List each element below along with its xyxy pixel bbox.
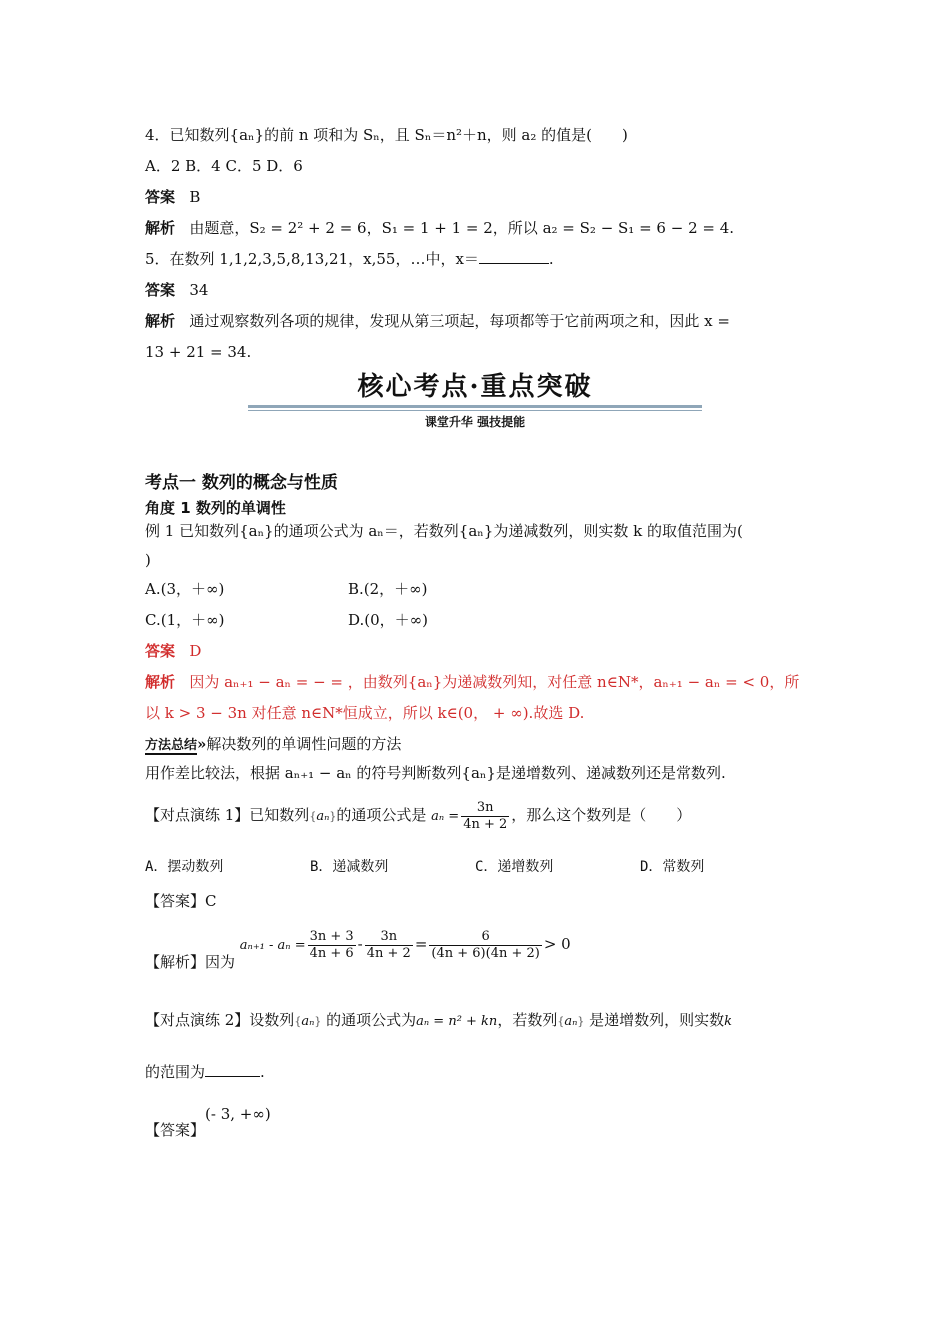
angle-heading: 角度 1 数列的单调性 — [145, 499, 286, 517]
fraction-denominator: 4n + 6 — [309, 945, 354, 961]
q5-stem-prefix: 5．在数列 1,1,2,3,5,8,13,21，x,55，…中，x＝ — [145, 250, 479, 268]
analysis-label: 解析 — [145, 219, 176, 237]
brace-right-icon: } — [329, 810, 337, 823]
banner-subtitle: 课堂升华 强技提能 — [424, 415, 526, 429]
method-summary — [145, 733, 401, 757]
fraction-denominator: 4n + 2 — [463, 816, 508, 832]
q4-answer: B — [189, 188, 201, 206]
brace-left-icon: { — [294, 1015, 302, 1028]
drill2-var-k: k — [724, 1014, 733, 1029]
drill2-blank — [205, 1062, 260, 1077]
drill1-answer: 【答案】C — [145, 892, 217, 910]
drill1-frac1 — [308, 929, 356, 962]
drill1-options — [145, 856, 704, 878]
answer-label: 答案 — [145, 642, 176, 660]
q5-blank — [479, 249, 549, 264]
drill1-mid: 的通项公式是 — [336, 806, 427, 824]
drill2-line2-suffix: . — [260, 1063, 265, 1081]
q4-stem: 4．已知数列{aₙ}的前 n 项和为 Sₙ，且 Sₙ＝n²＋n，则 a₂ 的值是( ) — [145, 126, 628, 144]
drill1-analysis-label: 【解析】因为 — [145, 953, 236, 971]
drill1-frac3 — [429, 929, 541, 962]
drill1-stem — [145, 797, 691, 835]
ex1-answer-line — [145, 640, 201, 662]
fraction-numerator: 3n — [365, 929, 413, 946]
drill1-option-a: A．摆动数列 — [145, 859, 224, 875]
q4-analysis-line — [145, 217, 734, 239]
ex1-option-d: D.(0，＋∞) — [348, 611, 429, 629]
gt-zero: > 0 — [543, 935, 571, 953]
banner-title: 核心考点·重点突破 — [357, 372, 593, 402]
ex1-option-a: A.(3，＋∞) — [145, 580, 225, 598]
minus-sign: - — [357, 935, 363, 953]
equals-sign: = — [414, 935, 428, 953]
drill1-analysis — [145, 924, 571, 971]
ex1-analysis-line1 — [145, 671, 799, 693]
drill1-prefix: 【对点演练 1】已知数列 — [145, 806, 310, 824]
brace-left-icon: { — [309, 810, 317, 823]
q4-answer-line — [145, 186, 200, 208]
ex1-options-row2 — [145, 609, 428, 631]
section-banner — [248, 366, 702, 430]
ex1-analysis-line2: 以 k > 3 − 3n 对任意 n∈N*恒成立，所以 k∈(0， + ∞).故选 D. — [145, 704, 585, 722]
fraction-denominator: (4n + 6)(4n + 2) — [431, 945, 540, 961]
ex1-analysis-1: 因为 aₙ₊₁ − aₙ = − = ，由数列{aₙ}为递减数列知，对任意 n∈N*，aₙ₊₁ − aₙ = < 0，所 — [189, 673, 800, 691]
q5-answer-line — [145, 279, 208, 301]
fraction-numerator: 6 — [429, 929, 541, 946]
drill1-fraction — [461, 800, 509, 833]
q5-analysis-line1 — [145, 310, 730, 332]
drill2-formula: aₙ = n² + kn — [416, 1014, 498, 1029]
drill2-seq2: aₙ — [564, 1014, 578, 1029]
answer-label: 答案 — [145, 188, 176, 206]
drill2-suffix: 是递增数列，则实数 — [589, 1011, 725, 1029]
ex1-stem-line1: 例 1 已知数列{aₙ}的通项公式为 aₙ＝，若数列{aₙ}为递减数列，则实数 k 的取值范围为( — [145, 522, 743, 540]
fraction-numerator: 3n — [461, 800, 509, 817]
chevron-right-icon: » — [197, 735, 207, 753]
drill1-option-d: D．常数列 — [640, 859, 705, 875]
ex1-option-b: B.(2，＋∞) — [348, 580, 428, 598]
ex1-option-c: C.(1，＋∞) — [145, 611, 225, 629]
q4-analysis: 由题意，S₂ = 2² + 2 = 6，S₁ = 1 + 1 = 2，所以 a₂ = S₂ − S₁ = 6 − 2 = 4. — [189, 219, 735, 237]
q5-analysis-1: 通过观察数列各项的规律，发现从第三项起，每项都等于它前两项之和，因此 x = — [189, 312, 730, 330]
banner-rule — [248, 405, 702, 408]
drill2-line2 — [145, 1061, 265, 1083]
method-body: 用作差比较法，根据 aₙ₊₁ − aₙ 的符号判断数列{aₙ}是递增数列、递减数列还是常数列. — [145, 764, 726, 782]
brace-right-icon: } — [577, 1015, 585, 1028]
drill1-frac2 — [365, 929, 413, 962]
q4-options: A．2 B．4 C．5 D．6 — [145, 157, 303, 175]
drill1-option-b: B．递减数列 — [310, 859, 389, 875]
q5-stem — [145, 248, 554, 270]
drill1-eq-lhs: aₙ₊₁ - aₙ = — [239, 938, 306, 953]
section-heading: 考点一 数列的概念与性质 — [145, 473, 338, 493]
drill2-answer-label: 【答案】 — [145, 1121, 206, 1139]
fraction-denominator: 4n + 2 — [366, 945, 411, 961]
drill2-prefix: 【对点演练 2】设数列 — [145, 1011, 295, 1029]
method-title: 解决数列的单调性问题的方法 — [206, 735, 402, 753]
drill1-formula-lhs: aₙ = — [431, 809, 460, 824]
drill1-option-c: C．递增数列 — [475, 859, 554, 875]
drill2-answer-line — [145, 1096, 271, 1139]
q5-answer: 34 — [189, 281, 209, 299]
drill2-line2-prefix: 的范围为 — [145, 1063, 206, 1081]
fraction-numerator: 3n + 3 — [309, 928, 354, 944]
drill2-mid2: ，若数列 — [497, 1011, 558, 1029]
q5-analysis-line2: 13 + 21 = 34. — [145, 343, 252, 361]
drill2-stem — [145, 1004, 732, 1038]
method-tag: 方法总结 — [145, 738, 198, 753]
brace-right-icon: } — [314, 1015, 322, 1028]
drill2-seq: aₙ — [301, 1014, 315, 1029]
answer-label: 答案 — [145, 281, 176, 299]
brace-left-icon: { — [557, 1015, 565, 1028]
banner-rule-thin — [248, 410, 702, 411]
drill2-answer: (- 3, +∞) — [205, 1105, 271, 1123]
q5-stem-suffix: . — [548, 250, 554, 268]
drill2-mid: 的通项公式为 — [326, 1011, 417, 1029]
drill1-suffix: ，那么这个数列是（ ） — [511, 806, 692, 824]
analysis-label: 解析 — [145, 312, 176, 330]
analysis-label: 解析 — [145, 673, 176, 691]
drill1-seq: aₙ — [316, 809, 330, 824]
ex1-answer: D — [189, 642, 202, 660]
ex1-options-row1 — [145, 578, 428, 600]
ex1-stem-line2: ) — [145, 551, 151, 569]
